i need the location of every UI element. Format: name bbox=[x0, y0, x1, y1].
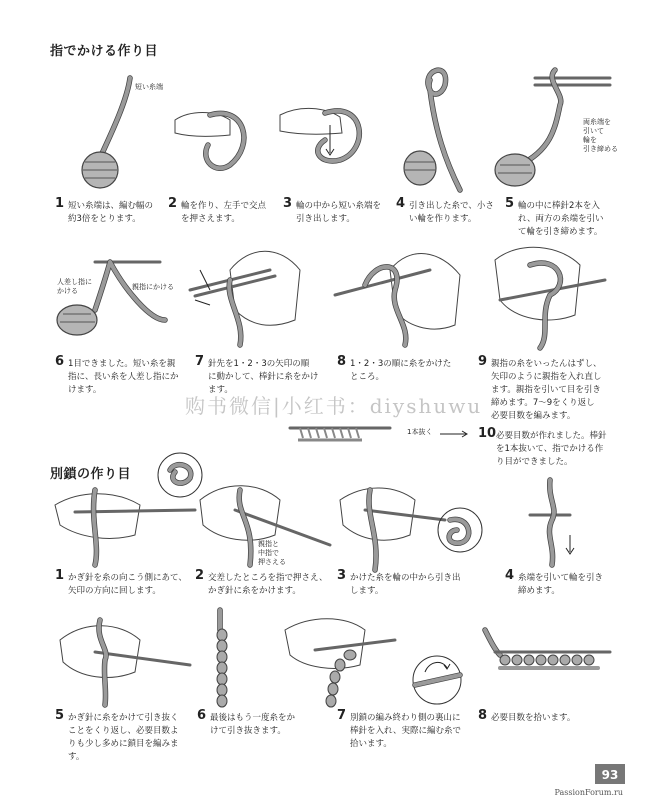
illustration-step8 bbox=[335, 240, 465, 350]
label-index-finger: 人差し指に かける bbox=[57, 278, 92, 295]
label-both-ends: 両糸端を 引いて 輪を 引き締める bbox=[583, 118, 618, 153]
step-text: 必要目数を拾います。 bbox=[491, 713, 576, 723]
step-2 bbox=[168, 196, 278, 240]
step-text: 1・2・3の順に糸をかけた ところ。 bbox=[350, 359, 452, 382]
step-text: 短い糸端は、編む幅の 約3倍をとります。 bbox=[68, 201, 154, 224]
step-number: 8 bbox=[337, 354, 347, 369]
step-number: 4 bbox=[396, 196, 406, 211]
step-8 bbox=[337, 354, 467, 388]
step-text: 輪の中から短い糸端を 引き出します。 bbox=[296, 201, 382, 224]
step-number: 9 bbox=[478, 354, 488, 369]
arrow-right-icon bbox=[440, 430, 470, 438]
illustration-s2-step7 bbox=[285, 610, 475, 705]
step-9 bbox=[478, 354, 628, 428]
step-text: 最後はもう一度糸をか けて引き抜きます。 bbox=[210, 713, 296, 736]
step-10 bbox=[478, 426, 628, 475]
step-number: 8 bbox=[478, 708, 488, 723]
illustration-s2-step8 bbox=[480, 630, 615, 680]
step-text: 1目できました。短い糸を親 指に、長い糸を人差し指にか けます。 bbox=[68, 359, 179, 395]
step-number: 10 bbox=[478, 426, 497, 441]
illustration-step4 bbox=[400, 50, 475, 195]
label-thumb: 親指にかける bbox=[132, 283, 174, 291]
watermark: 购书微信|小红书：diyshuwu bbox=[185, 394, 483, 418]
illustration-step7 bbox=[190, 240, 315, 350]
step-number: 1 bbox=[55, 196, 65, 211]
section-title-cast-on: 指でかける作り目 bbox=[50, 44, 159, 59]
step-number: 6 bbox=[197, 708, 207, 723]
step-text: 必要目数が作れました。棒針 を1本抜いて、指でかける作 り目ができました。 bbox=[496, 431, 607, 467]
step-text: 針先を1・2・3の矢印の順 に動かして、棒針に糸をかけ ます。 bbox=[208, 359, 319, 395]
step-text: 輪の中に棒針2本を入 れ、両方の糸端を引い て輪を引き締めます。 bbox=[518, 201, 604, 237]
step-number: 7 bbox=[337, 708, 347, 723]
step-4 bbox=[396, 196, 506, 240]
illustration-step2 bbox=[170, 95, 260, 190]
step-number: 6 bbox=[55, 354, 65, 369]
illustration-s2-step3 bbox=[335, 475, 485, 570]
label-short-end: 短い糸端 bbox=[135, 83, 163, 91]
page-number: 93 bbox=[595, 764, 625, 784]
step-5 bbox=[505, 196, 630, 245]
s2-step-6 bbox=[197, 708, 317, 742]
step-number: 3 bbox=[337, 568, 347, 583]
s2-step-1 bbox=[55, 568, 195, 602]
step-number: 5 bbox=[505, 196, 515, 211]
s2-step-7 bbox=[337, 708, 477, 757]
illustration-step10 bbox=[290, 418, 400, 448]
step-number: 3 bbox=[283, 196, 293, 211]
illustration-step9 bbox=[480, 240, 615, 350]
s2-step-5 bbox=[55, 708, 195, 767]
s2-step-8 bbox=[478, 708, 618, 732]
s2-step-2 bbox=[195, 568, 335, 602]
illustration-step6 bbox=[55, 250, 170, 345]
step-number: 5 bbox=[55, 708, 65, 723]
step-text: 別鎖の編み終わり側の裏山に 棒針を入れ、実際に編む糸で 拾います。 bbox=[350, 713, 462, 749]
illustration-step3 bbox=[280, 95, 375, 190]
s2-step-4 bbox=[505, 568, 630, 602]
step-text: 引き出した糸で、小さ い輪を作ります。 bbox=[409, 201, 494, 224]
step-text: 親指の糸をいったんはずし、 矢印のように親指を入れ直し ます。親指を引いて目を引き 締めます。7〜9をくり返し 必要目数を編みます。 bbox=[491, 359, 602, 421]
s2-step-3 bbox=[337, 568, 477, 602]
step-text: かぎ針を糸の向こう側にあて、 矢印の方向に回します。 bbox=[68, 573, 187, 596]
step-3 bbox=[283, 196, 393, 240]
step-text: 交差したところを指で押さえ、 かぎ針に糸をかけます。 bbox=[208, 573, 328, 596]
illustration-s2-step6 bbox=[200, 610, 250, 710]
label-press: 親指と 中指で 押さえる bbox=[258, 540, 286, 566]
step-number: 2 bbox=[195, 568, 205, 583]
label-pull-out: 1本抜く bbox=[407, 428, 433, 436]
step-6 bbox=[55, 354, 190, 403]
step-text: かけた糸を輪の中から引き出 します。 bbox=[350, 573, 461, 596]
section-title-provisional: 別鎖の作り目 bbox=[50, 467, 132, 482]
illustration-s2-step1 bbox=[55, 450, 205, 565]
step-number: 2 bbox=[168, 196, 178, 211]
step-number: 7 bbox=[195, 354, 205, 369]
footer-site: PassionForum.ru bbox=[554, 788, 623, 797]
step-1 bbox=[55, 196, 165, 240]
illustration-s2-step4 bbox=[530, 480, 590, 565]
illustration-s2-step5 bbox=[55, 610, 195, 705]
step-number: 1 bbox=[55, 568, 65, 583]
step-text: かぎ針に糸をかけて引き抜く ことをくり返し、必要目数よ りも少し多めに鎖目を編みま す。 bbox=[68, 713, 179, 762]
step-text: 輪を作り、左手で交点 を押さえます。 bbox=[181, 201, 267, 224]
step-text: 糸端を引いて輪を引き 締めます。 bbox=[518, 573, 604, 596]
step-number: 4 bbox=[505, 568, 515, 583]
